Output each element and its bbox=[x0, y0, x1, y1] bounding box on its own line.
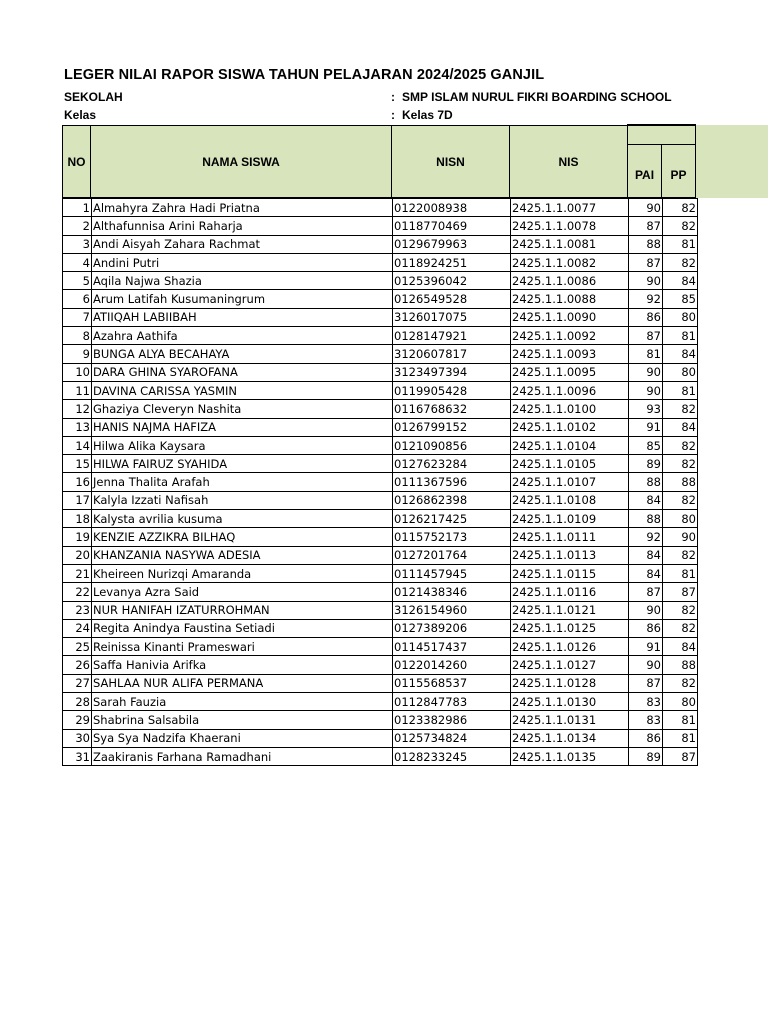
cell-no[interactable]: 1 bbox=[63, 199, 92, 217]
table-row bbox=[63, 546, 698, 564]
cell-pp[interactable]: 84 bbox=[663, 345, 698, 363]
cell-nama[interactable]: Regita Anindya Faustina Setiadi bbox=[92, 619, 393, 637]
cell-nisn[interactable]: 0126862398 bbox=[393, 491, 511, 509]
cell-no[interactable]: 30 bbox=[63, 729, 92, 747]
cell-pp[interactable]: 81 bbox=[663, 729, 698, 747]
cell-no[interactable]: 6 bbox=[63, 290, 92, 308]
cell-nisn[interactable]: 0116768632 bbox=[393, 400, 511, 418]
cell-nisn[interactable]: 0129679963 bbox=[393, 235, 511, 253]
cell-pai[interactable]: 83 bbox=[629, 711, 663, 729]
cell-nis[interactable]: 2425.1.1.0078 bbox=[511, 217, 629, 235]
cell-nama[interactable]: DAVINA CARISSA YASMIN bbox=[92, 381, 393, 399]
cell-nisn[interactable]: 0126799152 bbox=[393, 418, 511, 436]
cell-nisn[interactable]: 0111457945 bbox=[393, 564, 511, 582]
sekolah-row bbox=[64, 90, 672, 104]
cell-nis[interactable]: 2425.1.1.0128 bbox=[511, 674, 629, 692]
cell-nama[interactable]: Andini Putri bbox=[92, 253, 393, 271]
cell-no[interactable]: 9 bbox=[63, 345, 92, 363]
cell-pp[interactable]: 84 bbox=[663, 272, 698, 290]
cell-nama[interactable]: KENZIE AZZIKRA BILHAQ bbox=[92, 528, 393, 546]
cell-pai[interactable]: 90 bbox=[629, 363, 663, 381]
cell-nis[interactable]: 2425.1.1.0081 bbox=[511, 235, 629, 253]
cell-nama[interactable]: Kalysta avrilia kusuma bbox=[92, 510, 393, 528]
table-row bbox=[63, 619, 698, 637]
cell-pp[interactable]: 85 bbox=[663, 290, 698, 308]
cell-nisn[interactable]: 0123382986 bbox=[393, 711, 511, 729]
cell-nis[interactable]: 2425.1.1.0077 bbox=[511, 199, 629, 217]
table-row bbox=[63, 381, 698, 399]
table-row bbox=[63, 436, 698, 454]
cell-nisn[interactable]: 3126017075 bbox=[393, 308, 511, 326]
column-header-pai[interactable]: PAI bbox=[627, 144, 661, 198]
table-row bbox=[63, 253, 698, 271]
cell-pai[interactable]: 87 bbox=[629, 327, 663, 345]
cell-no[interactable]: 26 bbox=[63, 656, 92, 674]
cell-pai[interactable]: 93 bbox=[629, 400, 663, 418]
cell-no[interactable]: 18 bbox=[63, 510, 92, 528]
cell-no[interactable]: 8 bbox=[63, 327, 92, 345]
cell-nis[interactable]: 2425.1.1.0088 bbox=[511, 290, 629, 308]
header-fill-extension bbox=[696, 125, 768, 198]
sekolah-label: SEKOLAH bbox=[64, 90, 123, 104]
cell-pai[interactable]: 86 bbox=[629, 619, 663, 637]
cell-pp[interactable]: 80 bbox=[663, 308, 698, 326]
table-row bbox=[63, 693, 698, 711]
sekolah-value: SMP ISLAM NURUL FIKRI BOARDING SCHOOL bbox=[402, 90, 672, 104]
cell-pp[interactable]: 82 bbox=[663, 546, 698, 564]
cell-pp[interactable]: 80 bbox=[663, 363, 698, 381]
cell-nama[interactable]: Reinissa Kinanti Prameswari bbox=[92, 638, 393, 656]
table-row bbox=[63, 528, 698, 546]
cell-no[interactable]: 10 bbox=[63, 363, 92, 381]
cell-nis[interactable]: 2425.1.1.0113 bbox=[511, 546, 629, 564]
cell-pp[interactable]: 88 bbox=[663, 473, 698, 491]
table-row bbox=[63, 491, 698, 509]
cell-nama[interactable]: Andi Aisyah Zahara Rachmat bbox=[92, 235, 393, 253]
table-row bbox=[63, 510, 698, 528]
cell-pp[interactable]: 82 bbox=[663, 674, 698, 692]
cell-nis[interactable]: 2425.1.1.0100 bbox=[511, 400, 629, 418]
cell-nisn[interactable]: 0121090856 bbox=[393, 436, 511, 454]
cell-nis[interactable]: 2425.1.1.0096 bbox=[511, 381, 629, 399]
cell-nisn[interactable]: 0126217425 bbox=[393, 510, 511, 528]
cell-no[interactable]: 28 bbox=[63, 693, 92, 711]
table-row bbox=[63, 583, 698, 601]
cell-pp[interactable]: 81 bbox=[663, 381, 698, 399]
cell-nama[interactable]: Jenna Thalita Arafah bbox=[92, 473, 393, 491]
cell-nama[interactable]: Aqila Najwa Shazia bbox=[92, 272, 393, 290]
cell-no[interactable]: 24 bbox=[63, 619, 92, 637]
cell-nis[interactable]: 2425.1.1.0135 bbox=[511, 747, 629, 765]
cell-nama[interactable]: BUNGA ALYA BECAHAYA bbox=[92, 345, 393, 363]
column-header-nama[interactable]: NAMA SISWA bbox=[90, 125, 391, 198]
cell-nisn[interactable]: 0127623284 bbox=[393, 455, 511, 473]
cell-pai[interactable]: 84 bbox=[629, 546, 663, 564]
cell-pp[interactable]: 82 bbox=[663, 455, 698, 473]
table-row bbox=[63, 272, 698, 290]
cell-pai[interactable]: 90 bbox=[629, 601, 663, 619]
cell-pai[interactable]: 90 bbox=[629, 656, 663, 674]
cell-nis[interactable]: 2425.1.1.0086 bbox=[511, 272, 629, 290]
cell-nama[interactable]: KHANZANIA NASYWA ADESIA bbox=[92, 546, 393, 564]
cell-pai[interactable]: 90 bbox=[629, 272, 663, 290]
cell-nama[interactable]: Althafunnisa Arini Raharja bbox=[92, 217, 393, 235]
column-header-pp[interactable]: PP bbox=[661, 144, 696, 198]
cell-nis[interactable]: 2425.1.1.0108 bbox=[511, 491, 629, 509]
table-row bbox=[63, 473, 698, 491]
column-header-no[interactable]: NO bbox=[62, 125, 90, 198]
cell-pp[interactable]: 82 bbox=[663, 601, 698, 619]
cell-no[interactable]: 13 bbox=[63, 418, 92, 436]
cell-nisn[interactable]: 0127389206 bbox=[393, 619, 511, 637]
column-header-nis[interactable]: NIS bbox=[509, 125, 627, 198]
cell-pp[interactable]: 80 bbox=[663, 693, 698, 711]
kelas-row bbox=[64, 108, 453, 122]
cell-no[interactable]: 29 bbox=[63, 711, 92, 729]
cell-pai[interactable]: 86 bbox=[629, 308, 663, 326]
cell-nisn[interactable]: 3126154960 bbox=[393, 601, 511, 619]
cell-nisn[interactable]: 0128233245 bbox=[393, 747, 511, 765]
cell-no[interactable]: 16 bbox=[63, 473, 92, 491]
cell-pp[interactable]: 87 bbox=[663, 583, 698, 601]
cell-no[interactable]: 3 bbox=[63, 235, 92, 253]
cell-pai[interactable]: 91 bbox=[629, 418, 663, 436]
cell-nisn[interactable]: 0115568537 bbox=[393, 674, 511, 692]
cell-pp[interactable]: 81 bbox=[663, 564, 698, 582]
cell-nis[interactable]: 2425.1.1.0134 bbox=[511, 729, 629, 747]
table-row bbox=[63, 711, 698, 729]
cell-nis[interactable]: 2425.1.1.0121 bbox=[511, 601, 629, 619]
cell-nis[interactable]: 2425.1.1.0130 bbox=[511, 693, 629, 711]
cell-nama[interactable]: DARA GHINA SYAROFANA bbox=[92, 363, 393, 381]
cell-nisn[interactable]: 0118924251 bbox=[393, 253, 511, 271]
cell-nis[interactable]: 2425.1.1.0093 bbox=[511, 345, 629, 363]
cell-no[interactable]: 25 bbox=[63, 638, 92, 656]
cell-pp[interactable]: 81 bbox=[663, 235, 698, 253]
table-row bbox=[63, 674, 698, 692]
cell-nisn[interactable]: 0118770469 bbox=[393, 217, 511, 235]
cell-pp[interactable]: 90 bbox=[663, 528, 698, 546]
cell-nama[interactable]: Sya Sya Nadzifa Khaerani bbox=[92, 729, 393, 747]
cell-no[interactable]: 15 bbox=[63, 455, 92, 473]
cell-nis[interactable]: 2425.1.1.0102 bbox=[511, 418, 629, 436]
cell-nama[interactable]: Saffa Hanivia Arifka bbox=[92, 656, 393, 674]
cell-nis[interactable]: 2425.1.1.0104 bbox=[511, 436, 629, 454]
table-row bbox=[63, 327, 698, 345]
cell-no[interactable]: 12 bbox=[63, 400, 92, 418]
table-row bbox=[63, 601, 698, 619]
cell-pai[interactable]: 87 bbox=[629, 674, 663, 692]
cell-nisn[interactable]: 0122008938 bbox=[393, 199, 511, 217]
cell-nisn[interactable]: 0122014260 bbox=[393, 656, 511, 674]
cell-nis[interactable]: 2425.1.1.0109 bbox=[511, 510, 629, 528]
cell-nama[interactable]: SAHLAA NUR ALIFA PERMANA bbox=[92, 674, 393, 692]
table-row bbox=[63, 656, 698, 674]
cell-nis[interactable]: 2425.1.1.0107 bbox=[511, 473, 629, 491]
cell-pp[interactable]: 82 bbox=[663, 619, 698, 637]
cell-pai[interactable]: 86 bbox=[629, 729, 663, 747]
cell-nama[interactable]: Almahyra Zahra Hadi Priatna bbox=[92, 199, 393, 217]
cell-pai[interactable]: 87 bbox=[629, 583, 663, 601]
table-row bbox=[63, 217, 698, 235]
cell-pai[interactable]: 84 bbox=[629, 564, 663, 582]
cell-nama[interactable]: Zaakiranis Farhana Ramadhani bbox=[92, 747, 393, 765]
cell-nis[interactable]: 2425.1.1.0127 bbox=[511, 656, 629, 674]
cell-nisn[interactable]: 0127201764 bbox=[393, 546, 511, 564]
table-row bbox=[63, 638, 698, 656]
cell-nama[interactable]: Kheireen Nurizqi Amaranda bbox=[92, 564, 393, 582]
table-row bbox=[63, 308, 698, 326]
cell-nama[interactable]: Hilwa Alika Kaysara bbox=[92, 436, 393, 454]
cell-nama[interactable]: Ghaziya Cleveryn Nashita bbox=[92, 400, 393, 418]
cell-pai[interactable]: 89 bbox=[629, 455, 663, 473]
cell-nis[interactable]: 2425.1.1.0111 bbox=[511, 528, 629, 546]
cell-no[interactable]: 31 bbox=[63, 747, 92, 765]
cell-nama[interactable]: HANIS NAJMA HAFIZA bbox=[92, 418, 393, 436]
table-row bbox=[63, 363, 698, 381]
table-row bbox=[63, 564, 698, 582]
cell-nis[interactable]: 2425.1.1.0125 bbox=[511, 619, 629, 637]
cell-no[interactable]: 19 bbox=[63, 528, 92, 546]
cell-pp[interactable]: 81 bbox=[663, 327, 698, 345]
table-row bbox=[63, 747, 698, 765]
cell-nisn[interactable]: 3123497394 bbox=[393, 363, 511, 381]
cell-nis[interactable]: 2425.1.1.0090 bbox=[511, 308, 629, 326]
cell-pai[interactable]: 85 bbox=[629, 436, 663, 454]
cell-nis[interactable]: 2425.1.1.0126 bbox=[511, 638, 629, 656]
cell-nama[interactable]: Arum Latifah Kusumaningrum bbox=[92, 290, 393, 308]
cell-nisn[interactable]: 0115752173 bbox=[393, 528, 511, 546]
cell-nis[interactable]: 2425.1.1.0092 bbox=[511, 327, 629, 345]
cell-pai[interactable]: 91 bbox=[629, 638, 663, 656]
cell-nisn[interactable]: 0112847783 bbox=[393, 693, 511, 711]
cell-nama[interactable]: Sarah Fauzia bbox=[92, 693, 393, 711]
cell-pp[interactable]: 82 bbox=[663, 253, 698, 271]
cell-no[interactable]: 4 bbox=[63, 253, 92, 271]
table-row bbox=[63, 455, 698, 473]
cell-pp[interactable]: 84 bbox=[663, 418, 698, 436]
table-row bbox=[63, 345, 698, 363]
cell-pp[interactable]: 82 bbox=[663, 400, 698, 418]
cell-no[interactable]: 20 bbox=[63, 546, 92, 564]
cell-pai[interactable]: 88 bbox=[629, 473, 663, 491]
table-row bbox=[63, 235, 698, 253]
cell-pai[interactable]: 87 bbox=[629, 253, 663, 271]
cell-pai[interactable]: 89 bbox=[629, 747, 663, 765]
cell-nama[interactable]: Azahra Aathifa bbox=[92, 327, 393, 345]
cell-nis[interactable]: 2425.1.1.0115 bbox=[511, 564, 629, 582]
cell-pp[interactable]: 87 bbox=[663, 747, 698, 765]
kelas-separator: : bbox=[391, 108, 395, 122]
cell-pai[interactable]: 83 bbox=[629, 693, 663, 711]
cell-pp[interactable]: 82 bbox=[663, 199, 698, 217]
cell-no[interactable]: 17 bbox=[63, 491, 92, 509]
cell-nis[interactable]: 2425.1.1.0105 bbox=[511, 455, 629, 473]
cell-no[interactable]: 22 bbox=[63, 583, 92, 601]
cell-nisn[interactable]: 0121438346 bbox=[393, 583, 511, 601]
cell-nisn[interactable]: 0125734824 bbox=[393, 729, 511, 747]
cell-pai[interactable]: 90 bbox=[629, 381, 663, 399]
cell-no[interactable]: 5 bbox=[63, 272, 92, 290]
table-row bbox=[63, 729, 698, 747]
cell-no[interactable]: 23 bbox=[63, 601, 92, 619]
table-row bbox=[63, 418, 698, 436]
cell-nis[interactable]: 2425.1.1.0095 bbox=[511, 363, 629, 381]
cell-pp[interactable]: 82 bbox=[663, 491, 698, 509]
cell-nisn[interactable]: 0119905428 bbox=[393, 381, 511, 399]
cell-pp[interactable]: 82 bbox=[663, 436, 698, 454]
kelas-label: Kelas bbox=[64, 108, 97, 122]
cell-no[interactable]: 21 bbox=[63, 564, 92, 582]
cell-pai[interactable]: 81 bbox=[629, 345, 663, 363]
cell-nis[interactable]: 2425.1.1.0082 bbox=[511, 253, 629, 271]
table-row bbox=[63, 199, 698, 217]
cell-nisn[interactable]: 0114517437 bbox=[393, 638, 511, 656]
cell-nama[interactable]: Shabrina Salsabila bbox=[92, 711, 393, 729]
cell-no[interactable]: 7 bbox=[63, 308, 92, 326]
cell-pp[interactable]: 84 bbox=[663, 638, 698, 656]
table-body bbox=[63, 199, 698, 766]
cell-pp[interactable]: 88 bbox=[663, 656, 698, 674]
table-row bbox=[63, 400, 698, 418]
cell-pai[interactable]: 87 bbox=[629, 217, 663, 235]
cell-nis[interactable]: 2425.1.1.0131 bbox=[511, 711, 629, 729]
page-title: LEGER NILAI RAPOR SISWA TAHUN PELAJARAN 2024/2025 GANJIL bbox=[64, 67, 545, 83]
cell-pai[interactable]: 88 bbox=[629, 510, 663, 528]
cell-nisn[interactable]: 0126549528 bbox=[393, 290, 511, 308]
grade-table bbox=[62, 198, 698, 766]
cell-pai[interactable]: 92 bbox=[629, 290, 663, 308]
cell-nisn[interactable]: 3120607817 bbox=[393, 345, 511, 363]
cell-nama[interactable]: NUR HANIFAH IZATURROHMAN bbox=[92, 601, 393, 619]
cell-pp[interactable]: 80 bbox=[663, 510, 698, 528]
cell-nama[interactable]: HILWA FAIRUZ SYAHIDA bbox=[92, 455, 393, 473]
cell-nama[interactable]: Kalyla Izzati Nafisah bbox=[92, 491, 393, 509]
cell-nama[interactable]: Levanya Azra Said bbox=[92, 583, 393, 601]
cell-nisn[interactable]: 0111367596 bbox=[393, 473, 511, 491]
cell-no[interactable]: 2 bbox=[63, 217, 92, 235]
table-header bbox=[62, 125, 696, 198]
kelas-value: Kelas 7D bbox=[402, 108, 453, 122]
cell-pai[interactable]: 92 bbox=[629, 528, 663, 546]
cell-no[interactable]: 14 bbox=[63, 436, 92, 454]
cell-nisn[interactable]: 0125396042 bbox=[393, 272, 511, 290]
cell-no[interactable]: 27 bbox=[63, 674, 92, 692]
cell-nama[interactable]: ATIIQAH LABIIBAH bbox=[92, 308, 393, 326]
cell-nis[interactable]: 2425.1.1.0116 bbox=[511, 583, 629, 601]
cell-nisn[interactable]: 0128147921 bbox=[393, 327, 511, 345]
cell-pp[interactable]: 81 bbox=[663, 711, 698, 729]
cell-pp[interactable]: 82 bbox=[663, 217, 698, 235]
cell-pai[interactable]: 84 bbox=[629, 491, 663, 509]
column-header-nisn[interactable]: NISN bbox=[391, 125, 509, 198]
sekolah-separator: : bbox=[391, 90, 395, 104]
cell-pai[interactable]: 88 bbox=[629, 235, 663, 253]
cell-pai[interactable]: 90 bbox=[629, 199, 663, 217]
table-row bbox=[63, 290, 698, 308]
cell-no[interactable]: 11 bbox=[63, 381, 92, 399]
